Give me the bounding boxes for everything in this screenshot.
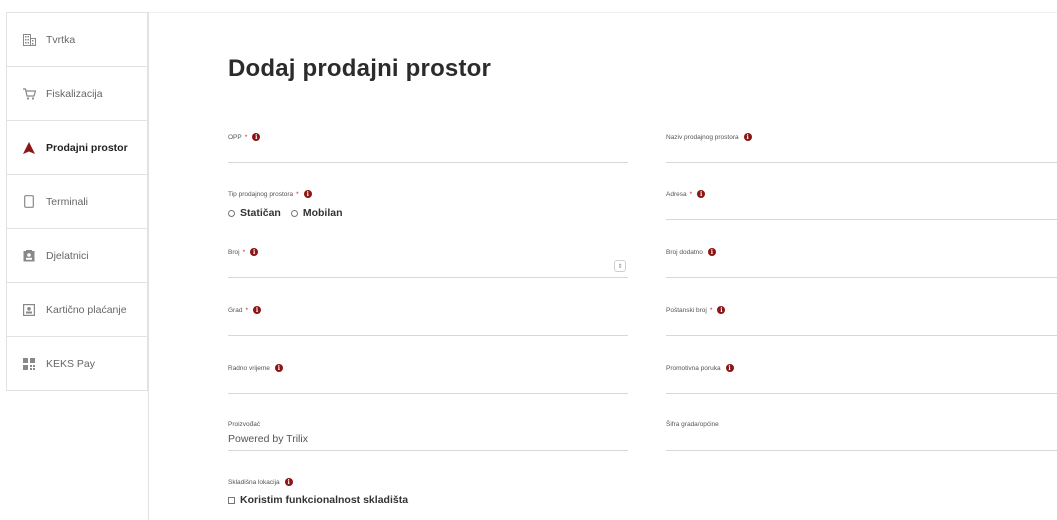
tip-radio-group [228,207,353,219]
sidebar-item-label: KEKS Pay [46,357,96,370]
postanski-broj-label: Poštanski broj * i [666,306,1057,314]
info-icon[interactable]: i [697,190,705,198]
sidebar-item-terminali[interactable] [7,174,147,228]
statican-label[interactable]: Statičan [240,207,281,219]
info-icon[interactable]: i [252,133,260,141]
building-icon [22,33,36,47]
sifra-grada-label: Šifra grada/općine [666,421,719,428]
info-icon[interactable]: i [275,364,283,372]
opp-field[interactable] [228,133,628,163]
tip-prodajnog-prostora-label: Tip prodajnog prostora * i [228,190,312,198]
promotivna-poruka-field[interactable] [666,364,1057,394]
sidebar-item-label: Kartično plaćanje [46,303,127,316]
sidebar-item-karticno-placanje[interactable] [7,282,147,336]
broj-label: Broj * i [228,248,628,256]
info-icon[interactable]: i [253,306,261,314]
proizvodac-label: Proizvođač [228,421,261,428]
opp-label: OPP * i [228,133,628,141]
broj-field[interactable] [228,248,628,278]
id-badge-icon [22,249,36,263]
card-terminal-icon [22,303,36,317]
grid-icon [22,357,36,371]
proizvodac-value: Powered by Trilix [228,433,308,445]
sidebar-item-label: Fiskalizacija [46,87,103,100]
cart-icon [22,87,36,101]
postanski-broj-field[interactable] [666,306,1057,336]
proizvodac-field[interactable] [228,421,628,451]
sidebar-item-tvrtka[interactable] [7,12,147,66]
naziv-prodajnog-prostora-field[interactable] [666,133,1057,163]
info-icon[interactable]: i [304,190,312,198]
info-icon[interactable]: i [708,248,716,256]
skladiste-checkbox-row[interactable] [228,494,408,506]
settings-sidebar [6,12,148,391]
sifra-grada-field[interactable] [666,421,1057,451]
broj-dodatno-label: Broj dodatno i [666,248,1057,256]
adresa-field[interactable] [666,190,1057,220]
info-icon[interactable]: i [285,478,293,486]
grad-label: Grad * i [228,306,628,314]
sidebar-item-djelatnici[interactable] [7,228,147,282]
info-icon[interactable]: i [726,364,734,372]
tablet-icon [22,195,36,209]
sidebar-item-prodajni-prostor[interactable] [7,120,147,174]
naziv-label: Naziv prodajnog prostora i [666,133,1057,141]
statican-radio[interactable] [228,210,235,217]
info-icon[interactable]: i [744,133,752,141]
page-title: Dodaj prodajni prostor [228,55,492,82]
promotivna-poruka-label: Promotivna poruka i [666,364,1057,372]
sidebar-item-label: Djelatnici [46,249,89,262]
sidebar-item-keks-pay[interactable] [7,336,147,390]
skladiste-checkbox-label[interactable]: Koristim funkcionalnost skladišta [240,494,409,506]
info-icon[interactable]: i [717,306,725,314]
sidebar-divider [148,12,149,520]
skladiste-checkbox[interactable] [228,497,235,504]
sidebar-item-label: Terminali [46,195,89,208]
sidebar-item-label: Tvrtka [46,33,76,46]
radno-vrijeme-field[interactable] [228,364,628,394]
skladisna-lokacija-label: Skladišna lokacija i [228,478,293,486]
info-icon[interactable]: i [250,248,258,256]
adresa-label: Adresa * i [666,190,1057,198]
mobilan-label[interactable]: Mobilan [302,207,343,219]
mobilan-radio[interactable] [291,210,298,217]
number-spinner-icon[interactable]: ⇕ [614,260,626,272]
top-divider [148,12,1057,13]
sidebar-item-label: Prodajni prostor [46,141,128,154]
radno-vrijeme-label: Radno vrijeme i [228,364,628,372]
broj-dodatno-field[interactable] [666,248,1057,278]
triangle-icon [22,141,36,155]
sidebar-item-fiskalizacija[interactable] [7,66,147,120]
grad-field[interactable] [228,306,628,336]
